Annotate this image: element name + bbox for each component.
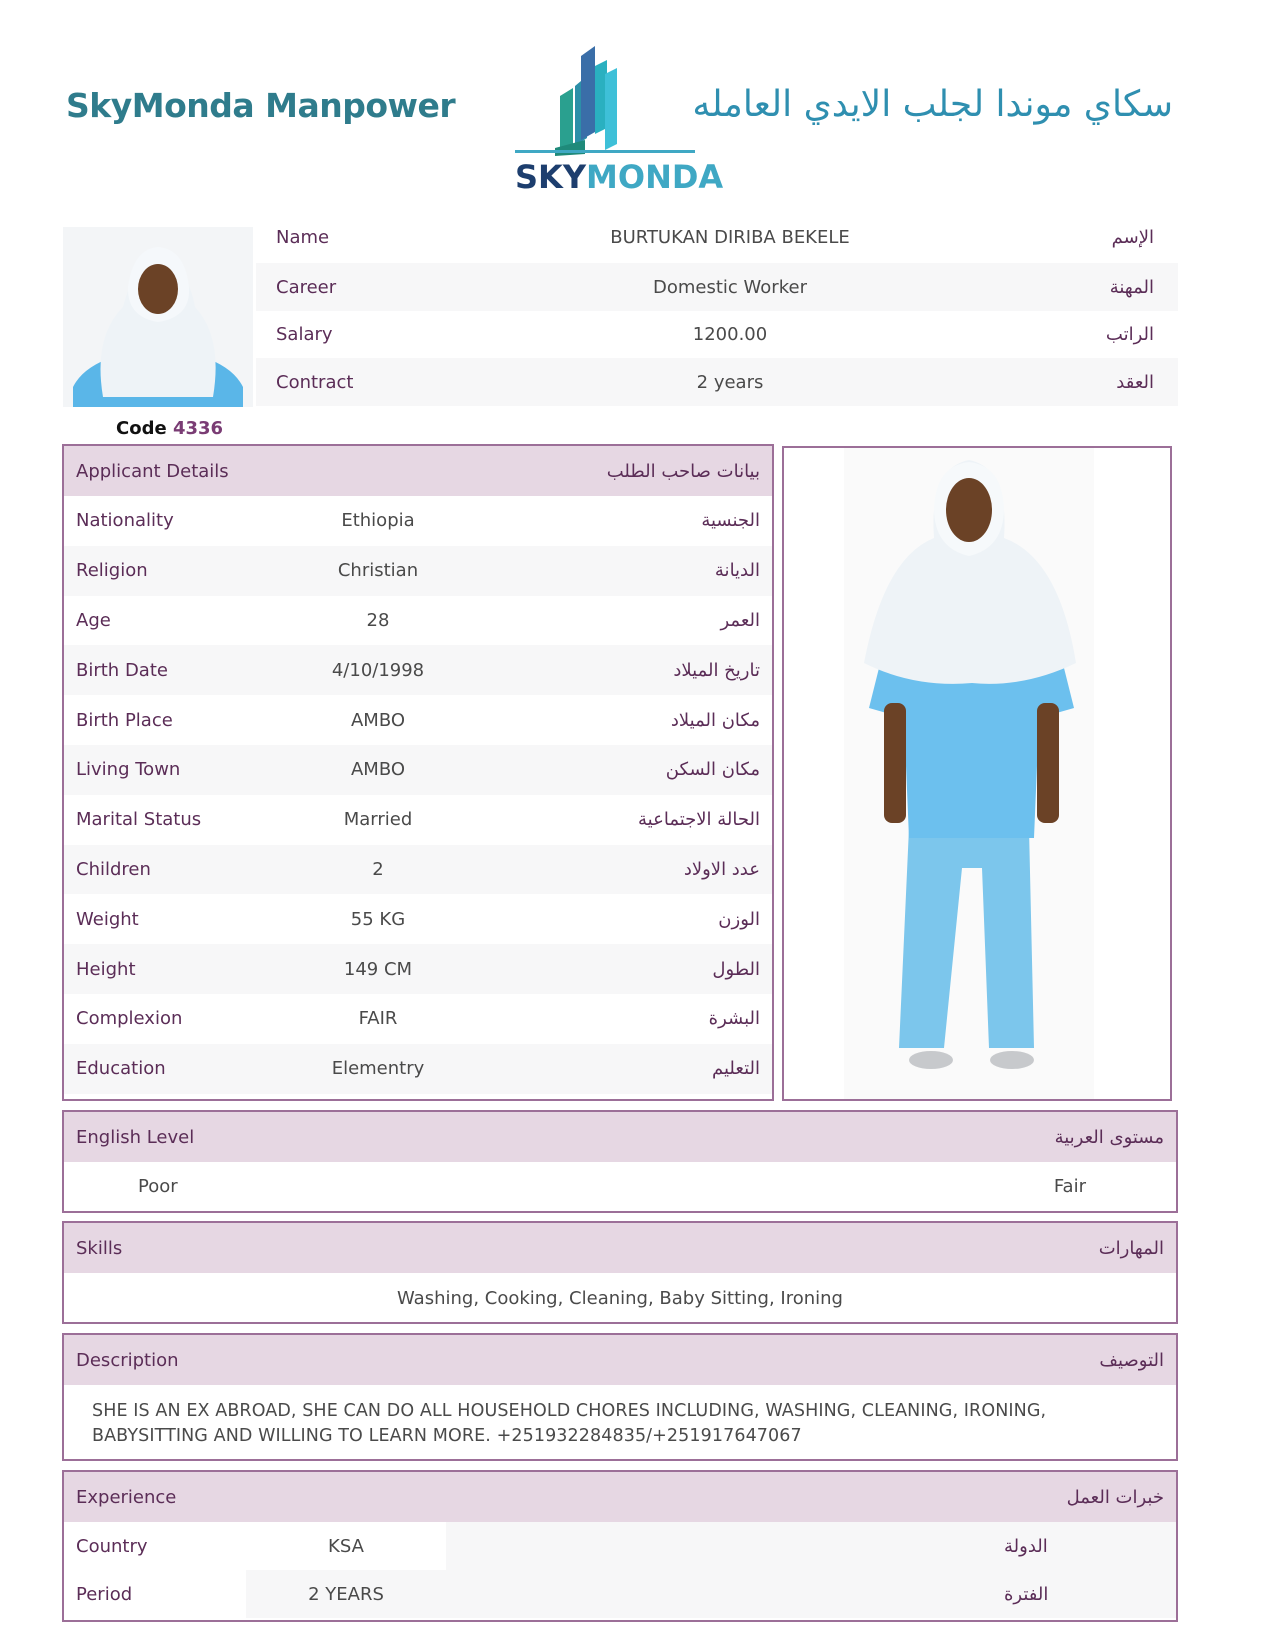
detail-row-education: Education Elementry التعليم xyxy=(64,1044,772,1094)
detail-row-living-town: Living Town AMBO مكان السكن xyxy=(64,745,772,795)
skills-header: Skills المهارات xyxy=(64,1223,1176,1273)
skills-box xyxy=(62,1221,1178,1324)
language-level-box xyxy=(62,1110,1178,1213)
detail-row-religion: Religion Christian الديانة xyxy=(64,546,772,596)
info-row-salary: Salary 1200.00 الراتب xyxy=(276,323,1154,345)
english-level-value: Poor xyxy=(138,1175,178,1197)
detail-row-birth-place: Birth Place AMBO مكان الميلاد xyxy=(76,709,760,731)
applicant-details-box xyxy=(62,444,774,1101)
info-row-contract: Contract 2 years العقد xyxy=(256,358,1178,406)
applicant-photo-small xyxy=(63,227,253,407)
description-text: SHE IS AN EX ABROAD, SHE CAN DO ALL HOUSEHOLD CHORES INCLUDING, WASHING, CLEANING, IRONING, BABYSITTING AND WILLING TO LEARN MORE. +251932284835/+251917647067 xyxy=(92,1401,1047,1446)
applicant-code: Code 4336 xyxy=(116,418,224,439)
brand-name-arabic: سكاي موندا لجلب الايدي العامله xyxy=(692,84,1173,125)
logo-wordmark: SKYMONDA xyxy=(515,158,724,196)
info-row-name: Name BURTUKAN DIRIBA BEKELE الإسم xyxy=(276,226,1154,248)
detail-row-marital-status: Marital Status Married الحالة الاجتماعية xyxy=(76,809,760,831)
description-box xyxy=(62,1333,1178,1461)
experience-row-period: Period 2 YEARS الفترة xyxy=(64,1570,1176,1618)
skills-value: Washing, Cooking, Cleaning, Baby Sitting, Ironing xyxy=(397,1287,843,1309)
applicant-photo-full xyxy=(782,446,1172,1101)
description-header: Description التوصيف xyxy=(64,1335,1176,1385)
language-level-header: English Level مستوى العربية xyxy=(64,1112,1176,1162)
arabic-level-value: Fair xyxy=(1053,1175,1086,1197)
detail-row-nationality: Nationality Ethiopia الجنسية xyxy=(76,510,760,532)
detail-row-weight: Weight 55 KG الوزن xyxy=(76,908,760,930)
detail-row-birth-date: Birth Date 4/10/1998 تاريخ الميلاد xyxy=(64,645,772,695)
info-row-career: Career Domestic Worker المهنة xyxy=(256,263,1178,311)
applicant-details-header: Applicant Details بيانات صاحب الطلب xyxy=(64,446,772,496)
detail-row-children: Children 2 عدد الاولاد xyxy=(64,845,772,895)
experience-row-country: Country KSA الدولة xyxy=(64,1522,1176,1570)
language-level-values xyxy=(64,1162,1176,1210)
detail-row-age: Age 28 العمر xyxy=(76,609,760,631)
experience-box xyxy=(62,1470,1178,1622)
brand-name-english: SkyMonda Manpower xyxy=(66,86,456,125)
experience-header: Experience خبرات العمل xyxy=(64,1472,1176,1522)
detail-row-complexion: Complexion FAIR البشرة xyxy=(76,1008,760,1030)
detail-row-height: Height 149 CM الطول xyxy=(64,944,772,994)
